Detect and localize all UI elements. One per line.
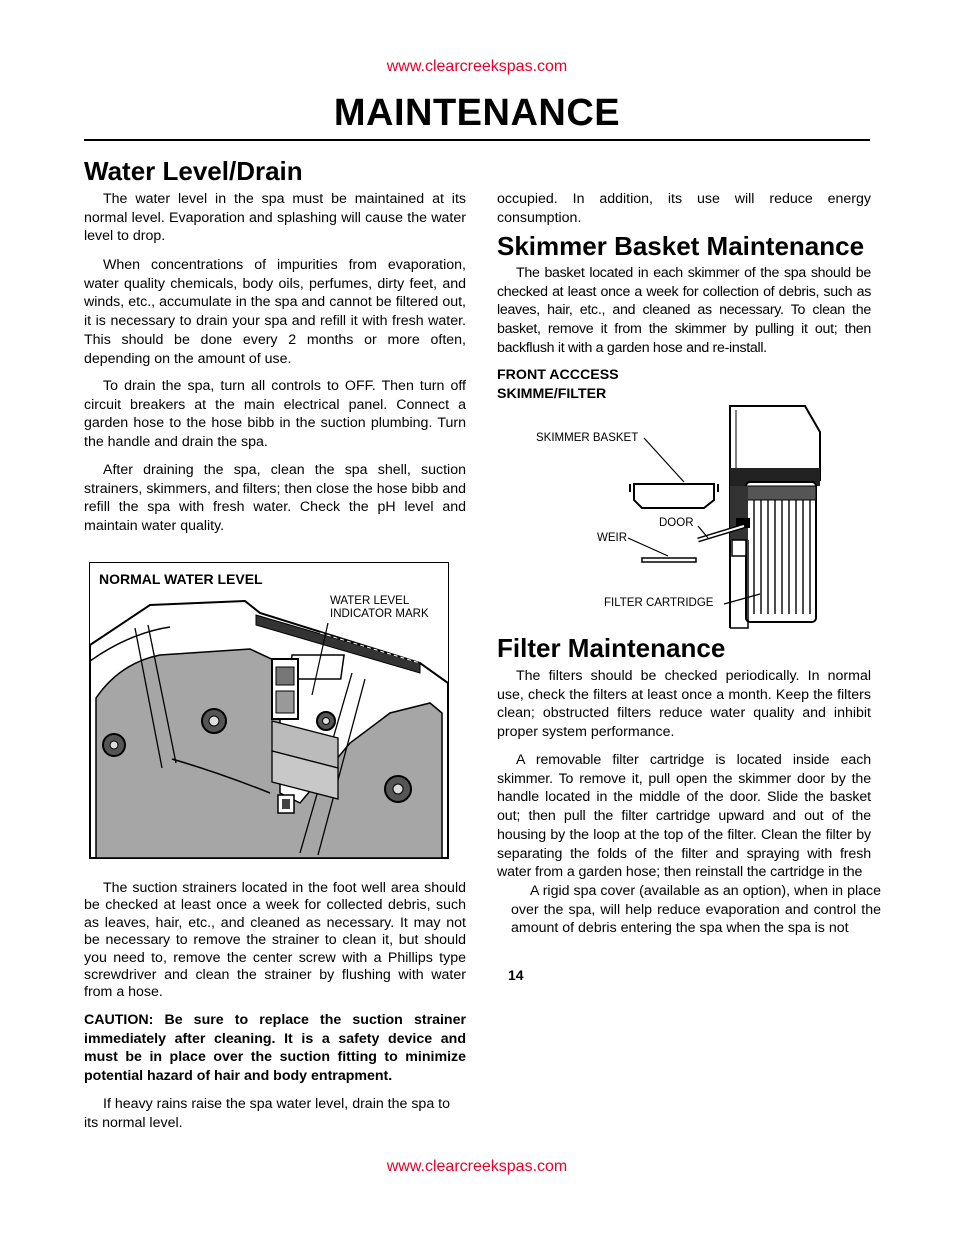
filter-paragraph-1: The filters should be checked periodically. In normal use, check the filters at least once a month. Keep the filters clean; obstructed filters reduce water quality and inhibit proper system performance. bbox=[497, 668, 871, 741]
header-url[interactable]: www.clearcreekspas.com bbox=[386, 58, 568, 75]
heavy-rain-paragraph: If heavy rains raise the spa water level, drain the spa to its normal level. bbox=[84, 1096, 450, 1131]
spa-cover-paragraph: A rigid spa cover (available as an option), when in place over the spa, will help reduce evaporation and control the amount of debris entering the spa when the spa is not bbox=[511, 883, 881, 937]
label-skimmer-basket: SKIMMER BASKET bbox=[536, 432, 639, 444]
indicator-label-line1: WATER LEVEL bbox=[330, 595, 410, 607]
label-filter-cartridge: FILTER CARTRIDGE bbox=[604, 597, 714, 609]
water-level-paragraph-1: The water level in the spa must be maintained at its normal level. Evaporation and splashing will cause the water level to drop. bbox=[84, 191, 466, 245]
footer-url[interactable]: www.clearcreekspas.com bbox=[386, 1158, 568, 1175]
page-number: 14 bbox=[508, 967, 524, 983]
water-level-paragraph-2: When concentrations of impurities from evaporation, water quality chemicals, body oils, perfumes, dirty feet, and winds, etc., accumulate in the spa and cannot be filtered out, it is necessary to drain your spa and refill it with fresh water. This should be done every 2 months or more often, depending on the amount of use. bbox=[84, 257, 466, 367]
label-weir: WEIR bbox=[597, 532, 628, 544]
title-rule bbox=[84, 139, 870, 141]
skimmer-filter-illustration bbox=[620, 400, 825, 632]
water-level-paragraph-4: After draining the spa, clean the spa shell, suction strainers, skimmers, and filters; then close the hose bibb and refill the spa with fresh water. Check the pH level and maintain water quality. bbox=[84, 462, 466, 535]
figure-title: NORMAL WATER LEVEL bbox=[99, 571, 263, 587]
caution-paragraph: CAUTION: Be sure to replace the suction strainer immediately after cleaning. It is a safety device and must be in place over the suction fitting to minimize potential hazard of hair and body entrapment. bbox=[84, 1012, 466, 1085]
normal-water-level-figure bbox=[89, 562, 449, 859]
suction-strainer-paragraph: The suction strainers located in the foot well area should be checked at least once a week for collected debris, such as leaves, hair, etc., and cleaned as necessary. It may not be necessary to remove the strainer to clean it, but should you need to, remove the center screw with a Phillips type screwdriver and clean the strainer by flushing with water from a hose. bbox=[84, 880, 466, 1001]
skimmer-figure-title-2: SKIMME/FILTER bbox=[497, 386, 607, 402]
cover-continued-paragraph: occupied. In addition, its use will reduce energy consumption. bbox=[497, 191, 871, 226]
indicator-label-line2: INDICATOR MARK bbox=[330, 608, 429, 620]
skimmer-figure-title-1: FRONT ACCCESS bbox=[497, 367, 619, 383]
skimmer-basket-heading: Skimmer Basket Maintenance bbox=[497, 231, 865, 261]
filter-paragraph-2: A removable filter cartridge is located inside each skimmer. To remove it, pull open the skimmer door by the handle located in the middle of the door. Slide the basket out; then pull the filter cartridge upward and out of the housing by the loop at the top of the filter. Clean the filter by separating the folds of the filter and spraying with fresh water from a garden hose; then reinstall the cartridge in the bbox=[497, 752, 871, 881]
water-level-heading: Water Level/Drain bbox=[84, 156, 303, 186]
label-door: DOOR bbox=[659, 517, 694, 529]
water-level-paragraph-3: To drain the spa, turn all controls to OFF. Then turn off circuit breakers at the main electrical panel. Connect a garden hose to the hose bibb in the suction plumbing. Turn the handle and drain the spa. bbox=[84, 378, 466, 451]
spa-tub-illustration bbox=[90, 563, 448, 858]
skimmer-basket-paragraph: The basket located in each skimmer of the spa should be checked at least once a week for collection of debris, such as leaves, hair, etc., and cleaned as necessary. To clean the basket, remove it from the skimmer by pulling it out; then backflush it with a garden hose and re-install. bbox=[497, 265, 871, 356]
page-title: MAINTENANCE bbox=[333, 92, 621, 134]
filter-maintenance-heading: Filter Maintenance bbox=[497, 633, 726, 663]
